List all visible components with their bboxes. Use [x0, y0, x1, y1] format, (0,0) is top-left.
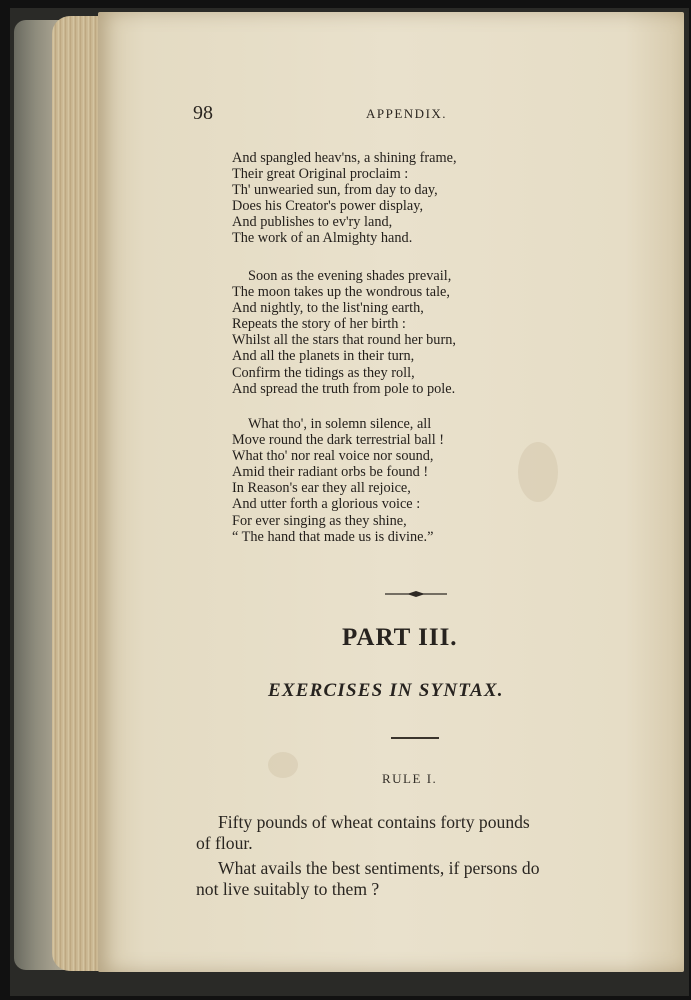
- poem-line: “ The hand that made us is divine.”: [232, 528, 434, 545]
- exercise-line: What avails the best sentiments, if persons do: [218, 858, 540, 878]
- section-subtitle: EXERCISES IN SYNTAX.: [268, 680, 504, 701]
- poem-stanza-2: [232, 268, 552, 397]
- poem-line: In Reason's ear they all rejoice,: [232, 480, 411, 497]
- page-stain: [268, 752, 298, 778]
- section-divider-ornament: [385, 591, 447, 597]
- poem-line: What tho' nor real voice nor sound,: [232, 448, 434, 465]
- poem-stanza-1: [232, 150, 552, 247]
- poem-line: What tho', in solemn silence, all: [248, 416, 432, 432]
- poem-line: The moon takes up the wondrous tale,: [232, 284, 450, 301]
- exercise-line: not live suitably to them ?: [196, 879, 380, 899]
- poem-line: Th' unwearied sun, from day to day,: [232, 182, 438, 199]
- poem-line: And nightly, to the list'ning earth,: [232, 300, 424, 317]
- poem-line: And all the planets in their turn,: [232, 348, 415, 365]
- poem-line: And publishes to ev'ry land,: [232, 214, 393, 231]
- exercise-sentence-1: [196, 812, 646, 854]
- poem-line: Does his Creator's power display,: [232, 198, 424, 215]
- poem-stanza-3: [232, 416, 552, 545]
- poem-line: And utter forth a glorious voice :: [232, 496, 421, 513]
- poem-line: And spread the truth from pole to pole.: [232, 380, 456, 397]
- poem-line: Whilst all the stars that round her burn,: [232, 332, 456, 349]
- rule-heading: RULE I.: [382, 771, 438, 786]
- poem-line: Their great Original proclaim :: [232, 166, 409, 183]
- heading-rule: [391, 737, 439, 739]
- poem-line: For ever singing as they shine,: [232, 512, 407, 529]
- exercise-sentence-2: [196, 858, 646, 900]
- exercise-line: of flour.: [196, 833, 253, 853]
- running-title: APPENDIX.: [366, 106, 448, 121]
- poem-line: Move round the dark terrestrial ball !: [232, 432, 444, 449]
- poem-line: Soon as the evening shades prevail,: [248, 268, 452, 284]
- part-title: PART III.: [342, 624, 458, 651]
- poem-line: Repeats the story of her birth :: [232, 316, 406, 333]
- poem-line: Amid their radiant orbs be found !: [232, 464, 429, 481]
- page-number: 98: [193, 102, 213, 124]
- poem-line: The work of an Almighty hand.: [232, 230, 413, 247]
- exercise-line: Fifty pounds of wheat contains forty pounds: [218, 812, 530, 832]
- poem-line: Confirm the tidings as they roll,: [232, 364, 415, 381]
- running-head: [0, 102, 691, 126]
- poem-line: And spangled heav'ns, a shining frame,: [232, 150, 457, 166]
